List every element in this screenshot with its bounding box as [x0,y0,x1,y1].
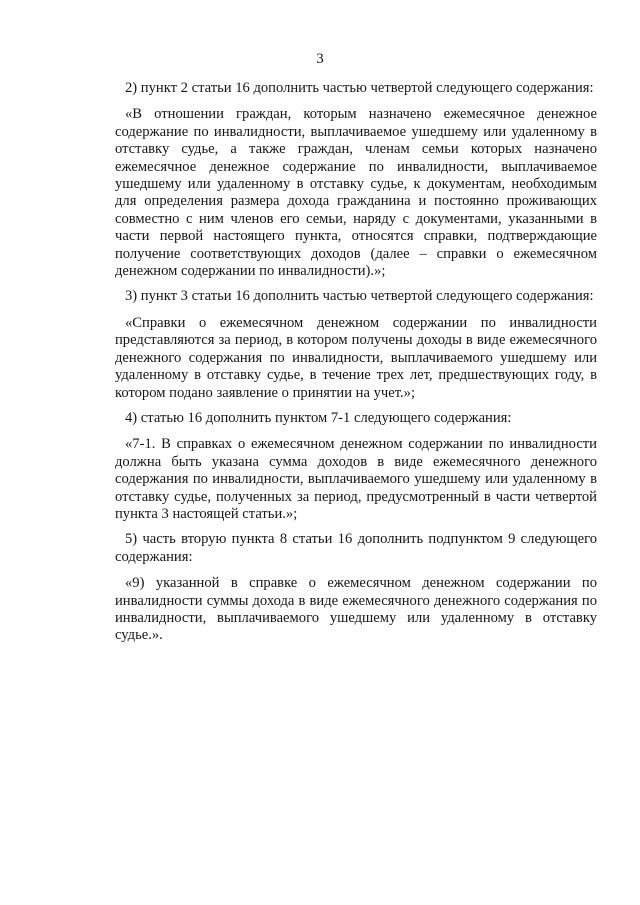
amendment-4-quote: «7-1. В справках о ежемесячном денежном содержании по инвалидности должна быть указана сумма доходов в виде ежемесячного денежного содержания по инвалидности, выплачиваемого ушедшему или удаленному в отставку судье, полученных за период, предусмотренный в части четвертой пункта 3 настоящей статьи.»; [115,436,597,522]
amendment-5-instruction: 5) часть вторую пункта 8 статьи 16 дополнить подпунктом 9 следующего содержания: [115,531,597,565]
amendment-3-quote: «Справки о ежемесячном денежном содержании по инвалидности представляются за период, в котором получены доходы в виде ежемесячного денежного содержания по инвалидности, выплачиваемого ушедшему или удаленному в отставку судье, в течение трех лет, предшествующих году, в котором подано заявление о принятии на учет.»; [115,314,597,401]
amendment-3-instruction: 3) пункт 3 статьи 16 дополнить частью четвертой следующего содержания: [125,288,594,305]
amendment-4-instruction: 4) статью 16 дополнить пунктом 7-1 следующего содержания: [125,409,512,426]
document-body [115,80,597,653]
amendment-2-quote: «В отношении граждан, которым назначено ежемесячное денежное содержание по инвалидности, выплачиваемое ушедшему или удаленному в отставку судье, а также граждан, членам семьи которых назначено ежемесячное денежное содержание по инвалидности, выплачиваемое ушедшему или удаленному в отставку судье, к документам, необходимым для определения размера дохода гражданина и постоянно проживающих совместно с ним членов его семьи, наряду с документами, указанными в части первой настоящего пункта, относятся справки, подтверждающие получение соответствующих доходов (далее – справки о ежемесячном денежном содержании по инвалидности).»; [115,106,597,280]
amendment-5-quote: «9) указанной в справке о ежемесячном денежном содержании по инвалидности суммы дохода в виде ежемесячного денежного содержания по инвалидности, выплачиваемого ушедшему или удаленному в отставку судье.». [115,575,597,644]
amendment-2-instruction: 2) пункт 2 статьи 16 дополнить частью четвертой следующего содержания: [125,80,594,96]
page-number: 3 [316,51,324,67]
